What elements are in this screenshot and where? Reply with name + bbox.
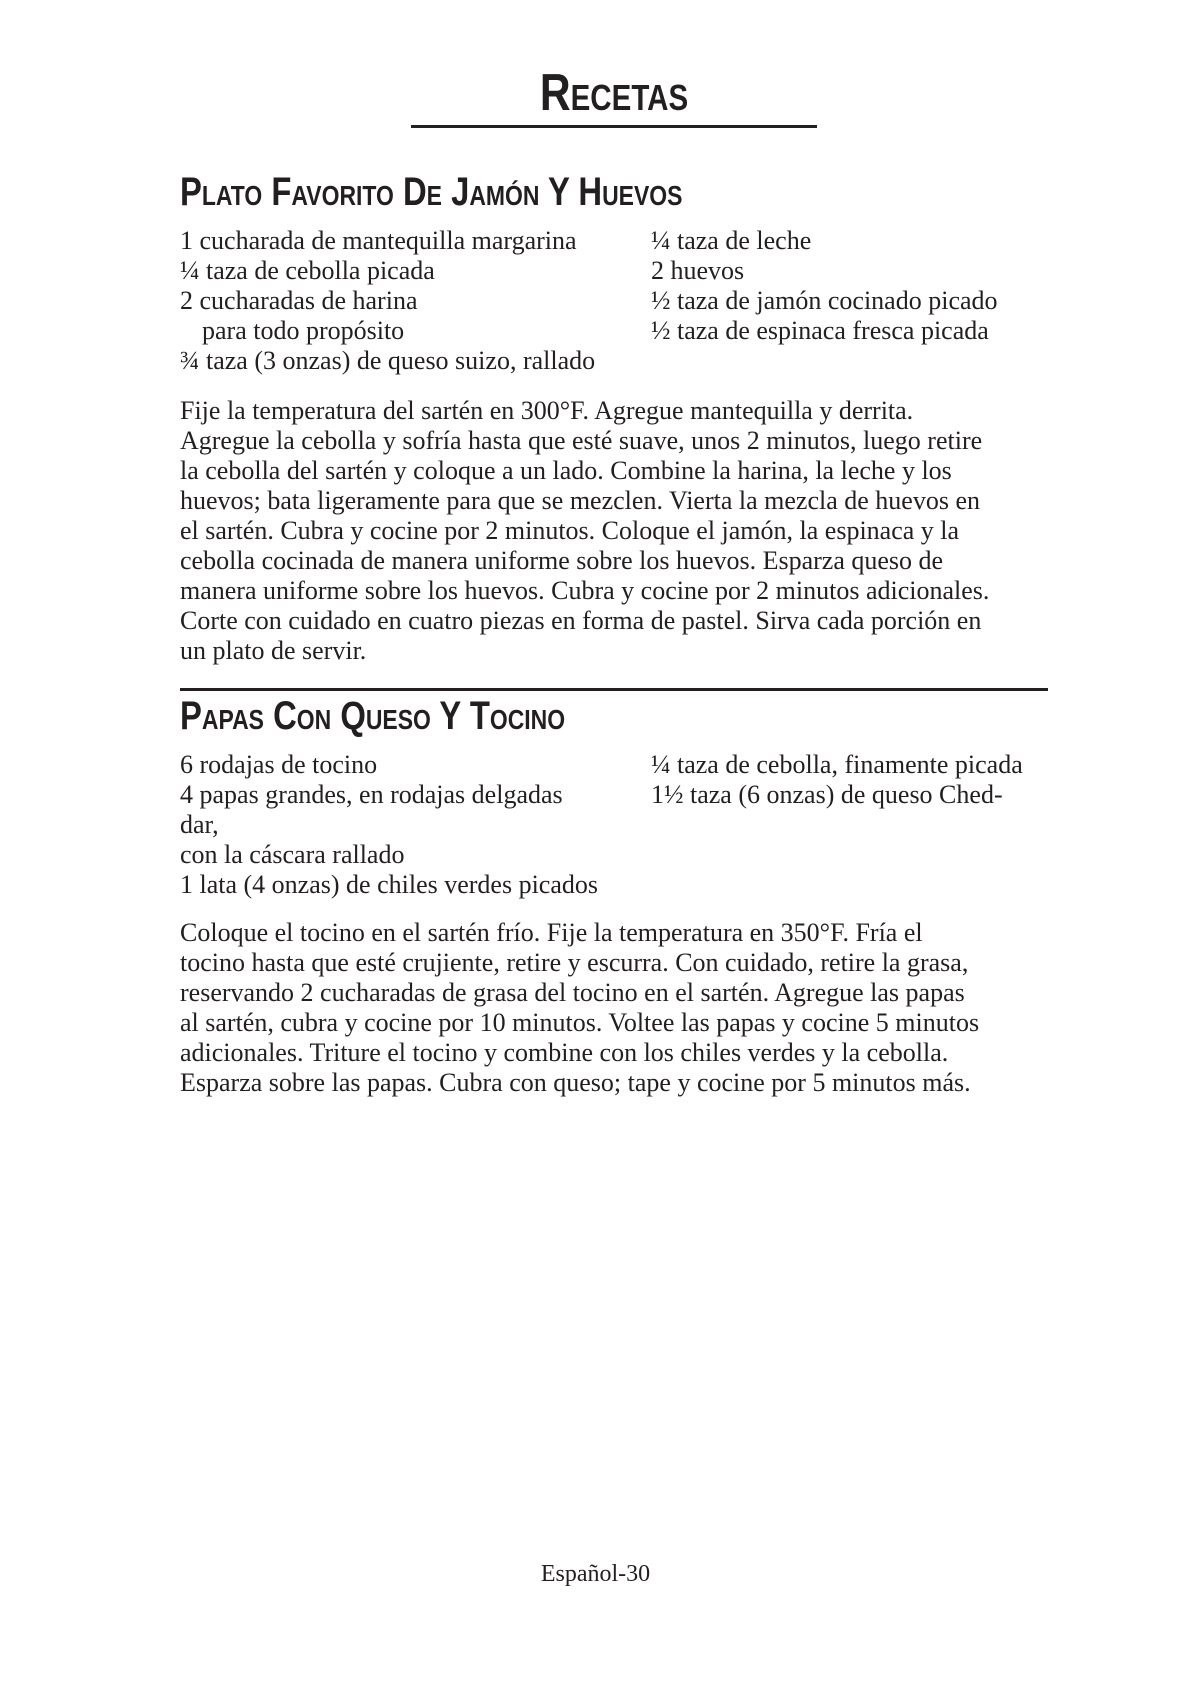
ingredient: para todo propósito bbox=[202, 316, 405, 345]
instruction-line: el sartén. Cubra y cocine por 2 minutos. Coloque el jamón, la espinaca y la bbox=[180, 516, 960, 545]
instruction-line: tocino hasta que esté crujiente, retire y escurra. Con cuidado, retire la grasa, bbox=[180, 948, 969, 977]
ingredient: 2 huevos bbox=[651, 256, 745, 285]
ingredient: con la cáscara rallado bbox=[180, 840, 405, 869]
ingredient: 1½ taza (6 onzas) de queso Ched- bbox=[651, 780, 1003, 809]
instruction-line: Esparza sobre las papas. Cubra con queso; tape y cocine por 5 minutos más. bbox=[180, 1068, 971, 1097]
recipe-2-ingredients-left bbox=[180, 750, 640, 900]
instruction-line: adicionales. Triture el tocino y combine con los chiles verdes y la cebolla. bbox=[180, 1038, 949, 1067]
recipe-2-ingredients bbox=[180, 750, 1060, 900]
instruction-line: Agregue la cebolla y sofría hasta que esté suave, unos 2 minutos, luego retire bbox=[180, 426, 983, 455]
recipe-1-ingredients bbox=[180, 226, 1060, 376]
ingredient: ½ taza de jamón cocinado picado bbox=[651, 286, 998, 315]
instruction-line: huevos; bata ligeramente para que se mezclen. Vierta la mezcla de huevos en bbox=[180, 486, 980, 515]
instruction-line: manera uniforme sobre los huevos. Cubra y cocine por 2 minutos adicionales. bbox=[180, 576, 990, 605]
page-title: Recetas bbox=[539, 64, 689, 122]
instruction-line: un plato de servir. bbox=[180, 636, 367, 665]
recipe-1-ingredients-left bbox=[180, 226, 640, 376]
title-underline bbox=[411, 125, 817, 128]
instruction-line: Coloque el tocino en el sartén frío. Fije la temperatura en 350°F. Fría el bbox=[180, 918, 923, 947]
ingredient: ¼ taza de cebolla picada bbox=[180, 256, 435, 285]
ingredient: ¾ taza (3 onzas) de queso suizo, rallado bbox=[180, 346, 596, 375]
ingredient: ¼ taza de leche bbox=[651, 226, 812, 255]
ingredient: ¼ taza de cebolla, finamente picada bbox=[651, 750, 1023, 779]
ingredient: ½ taza de espinaca fresca picada bbox=[651, 316, 989, 345]
page-title-block bbox=[411, 62, 817, 124]
instruction-line: Fije la temperatura del sartén en 300°F. Agregue mantequilla y derrita. bbox=[180, 396, 914, 425]
recipe-2-instructions bbox=[180, 918, 1060, 1098]
recipe-1-title: Plato Favorito De Jamón Y Huevos bbox=[180, 170, 683, 214]
instruction-line: la cebolla del sartén y coloque a un lado. Combine la harina, la leche y los bbox=[180, 456, 952, 485]
ingredient: 4 papas grandes, en rodajas delgadas bbox=[180, 780, 563, 809]
instruction-line: Corte con cuidado en cuatro piezas en forma de pastel. Sirva cada porción en bbox=[180, 606, 982, 635]
ingredient: 1 lata (4 onzas) de chiles verdes picados bbox=[180, 870, 599, 899]
page-number: Español-30 bbox=[540, 1561, 651, 1587]
section-divider bbox=[180, 688, 1048, 691]
recipe-1-instructions bbox=[180, 396, 1060, 666]
instruction-line: cebolla cocinada de manera uniforme sobre los huevos. Esparza queso de bbox=[180, 546, 944, 575]
recipe-1-ingredients-right bbox=[651, 226, 1071, 346]
recipe-2-title: Papas Con Queso Y Tocino bbox=[180, 694, 566, 738]
ingredient: 6 rodajas de tocino bbox=[180, 750, 378, 779]
recipe-2-ingredients-right bbox=[651, 750, 1071, 810]
instruction-line: reservando 2 cucharadas de grasa del tocino en el sartén. Agregue las papas bbox=[180, 978, 965, 1007]
ingredient: dar, bbox=[180, 810, 219, 839]
ingredient: 1 cucharada de mantequilla margarina bbox=[180, 226, 577, 255]
instruction-line: al sartén, cubra y cocine por 10 minutos. Voltee las papas y cocine 5 minutos bbox=[180, 1008, 980, 1037]
ingredient: 2 cucharadas de harina bbox=[180, 286, 418, 315]
